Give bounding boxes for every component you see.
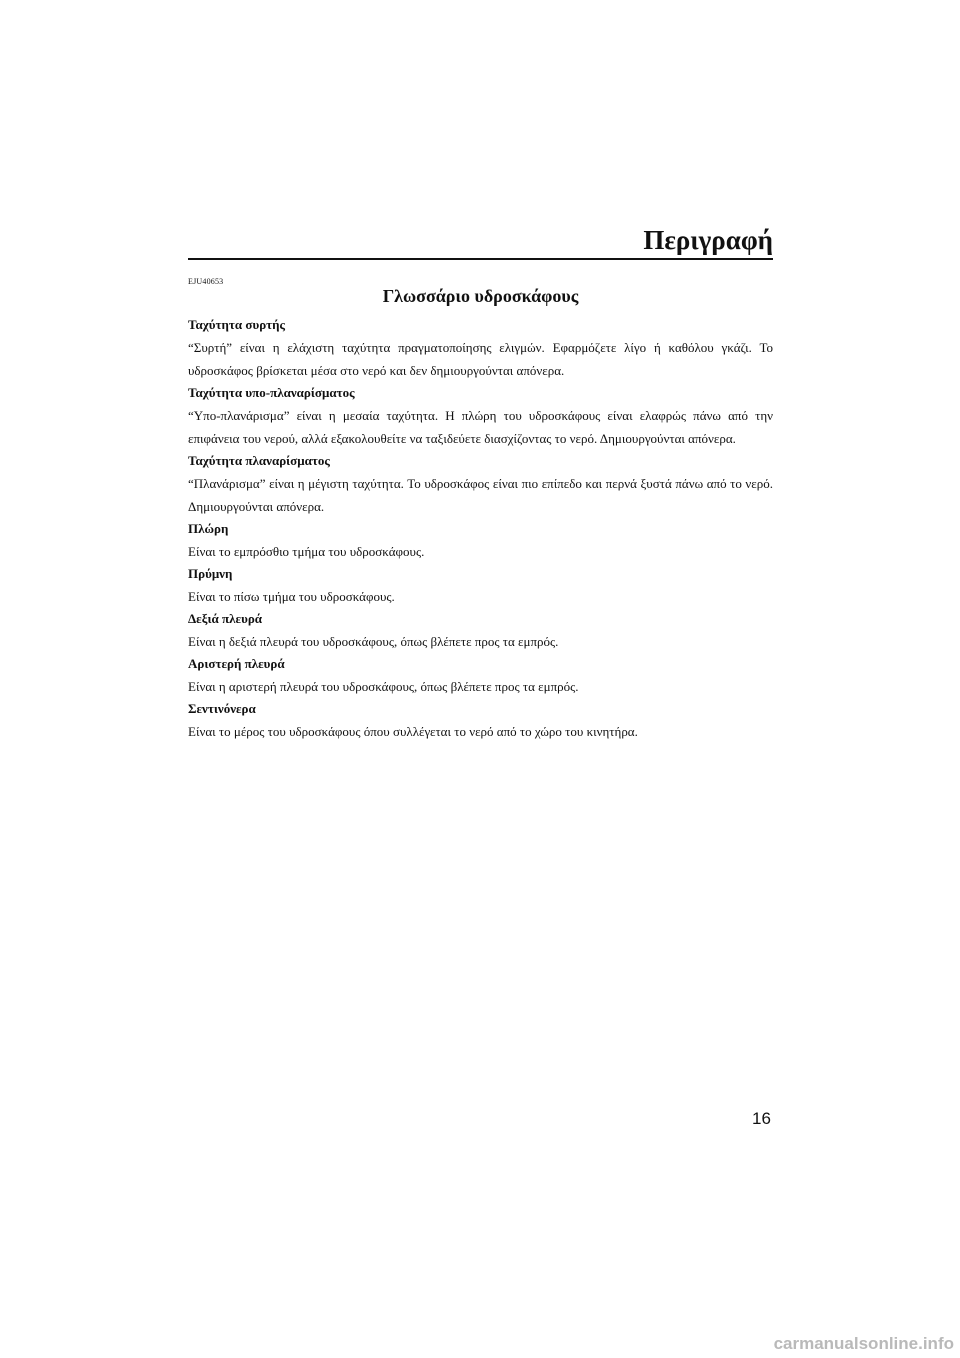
glossary-content (188, 284, 773, 743)
glossary-term: Σεντινόνερα (188, 701, 256, 716)
glossary-definition: Είναι το μέρος του υδροσκάφους όπου συλλέγεται το νερό από το χώρο του κινητήρα. (188, 724, 638, 739)
glossary-term: Αριστερή πλευρά (188, 656, 285, 671)
section-header (188, 222, 773, 260)
glossary-term: Δεξιά πλευρά (188, 611, 263, 626)
glossary-definition: “Συρτή” είναι η ελάχιστη ταχύτητα πραγματοποίησης ελιγμών. Εφαρμόζετε λίγο ή καθόλου γκάζι. Το υδροσκάφος βρίσκεται μέσα στο νερό και δεν δημιουργούνται απόνερα. (188, 340, 773, 378)
glossary-title: Γλωσσάριο υδροσκάφους (382, 286, 579, 306)
glossary-term: Ταχύτητα υπο-πλαναρίσματος (188, 385, 355, 400)
glossary-term: Ταχύτητα πλαναρίσματος (188, 453, 330, 468)
glossary-definition: Είναι η δεξιά πλευρά του υδροσκάφους, όπως βλέπετε προς τα εμπρός. (188, 634, 559, 649)
glossary-definition: Είναι το εμπρόσθιο τμήμα του υδροσκάφους. (188, 544, 425, 559)
page-number: 16 (752, 1109, 771, 1128)
glossary-definition: “Πλανάρισμα” είναι η μέγιστη ταχύτητα. Το υδροσκάφος είναι πιο επίπεδο και περνά ξυστά πάνω από το νερό. Δημιουργούνται απόνερα. (188, 476, 773, 514)
watermark-link[interactable]: carmanualsonline.info (773, 1334, 954, 1353)
glossary-definition: Είναι το πίσω τμήμα του υδροσκάφους. (188, 589, 395, 604)
glossary-definition: “Υπο-πλανάρισμα” είναι η μεσαία ταχύτητα. Η πλώρη του υδροσκάφους είναι ελαφρώς πάνω από την επιφάνεια του νερού, αλλά εξακολουθείτε να ταξιδεύετε διασχίζοντας το νερό. Δημιουργούνται απόνερα. (188, 408, 773, 446)
section-title: Περιγραφή (643, 225, 773, 255)
glossary-term: Ταχύτητα συρτής (188, 317, 286, 332)
glossary-term: Πλώρη (188, 521, 229, 536)
glossary-term: Πρύμνη (188, 566, 233, 581)
glossary-definition: Είναι η αριστερή πλευρά του υδροσκάφους, όπως βλέπετε προς τα εμπρός. (188, 679, 579, 694)
document-code: EJU40653 (188, 277, 224, 286)
